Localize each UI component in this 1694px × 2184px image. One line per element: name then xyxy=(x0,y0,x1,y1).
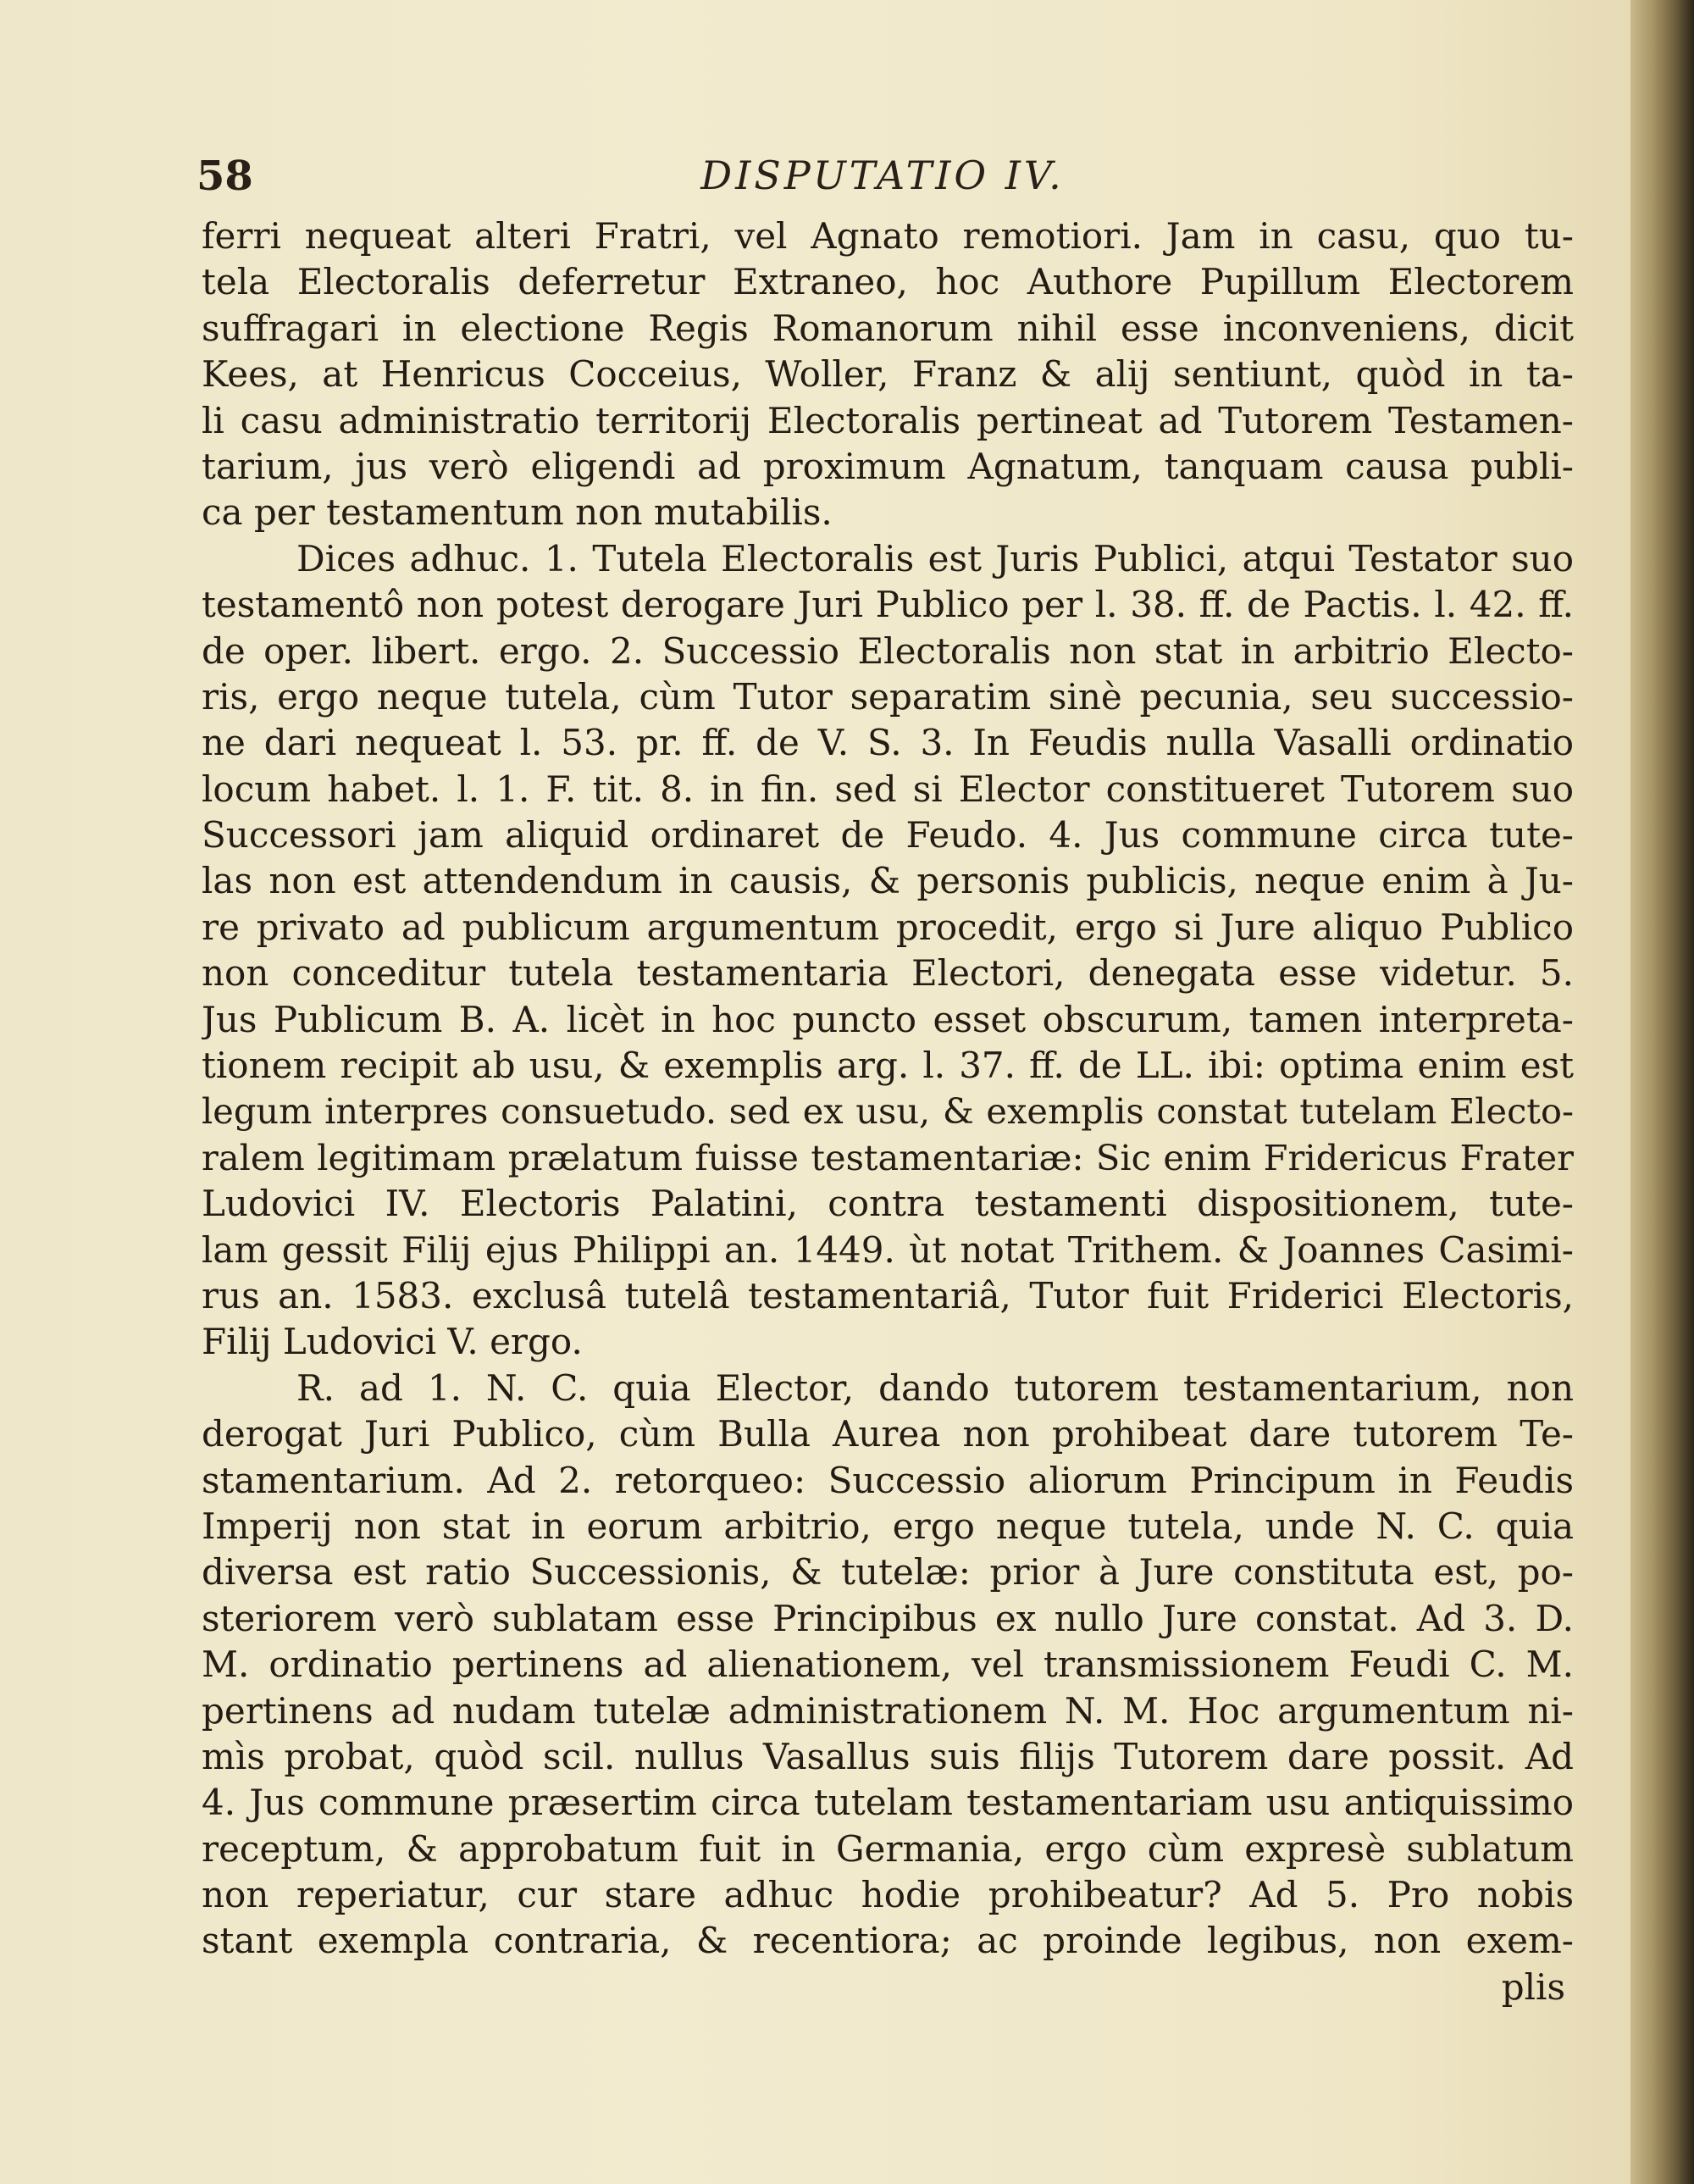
text-line: steriorem verò sublatam esse Principibus ex nullo Jure constat. Ad 3. D. xyxy=(202,1597,1574,1639)
page-header xyxy=(197,152,1569,203)
text-line: Kees, at Henricus Cocceius, Woller, Franz & alij sentiunt, quòd in ta- xyxy=(202,353,1574,396)
text-line: testamentô non potest derogare Juri Publico per l. 38. ff. de Pactis. l. 42. ff. xyxy=(202,584,1574,626)
text-line: tarium, jus verò eligendi ad proximum Agnatum, tanquam causa publi- xyxy=(202,445,1574,487)
text-line: legum interpres consuetudo. sed ex usu, & exemplis constat tutelam Electo- xyxy=(202,1090,1574,1133)
text-line: 4. Jus commune præsertim circa tutelam testamentariam usu antiquissimo xyxy=(202,1782,1574,1824)
text-line: ris, ergo neque tutela, cùm Tutor separatim sinè pecunia, seu successio- xyxy=(202,675,1574,718)
text-line: mìs probat, quòd scil. nullus Vasallus suis filijs Tutorem dare possit. Ad xyxy=(202,1735,1574,1777)
page-number: 58 xyxy=(197,152,253,200)
text-line: Imperij non stat in eorum arbitrio, ergo neque tutela, unde N. C. quia xyxy=(202,1505,1574,1547)
text-line: tela Electoralis deferretur Extraneo, hoc Authore Pupillum Electorem xyxy=(202,261,1574,303)
text-line: R. ad 1. N. C. quia Elector, dando tutorem testamentarium, non xyxy=(296,1366,1574,1409)
text-line: diversa est ratio Successionis, & tutelæ: prior à Jure constituta est, po- xyxy=(202,1551,1574,1594)
text-line: stamentarium. Ad 2. retorqueo: Successio aliorum Principum in Feudis xyxy=(202,1459,1574,1501)
text-line: de oper. libert. ergo. 2. Successio Electoralis non stat in arbitrio Electo- xyxy=(202,629,1574,672)
text-line: suffragari in electione Regis Romanorum nihil esse inconveniens, dicit xyxy=(202,307,1574,349)
text-line: lam gessit Filij ejus Philippi an. 1449. ùt notat Trithem. & Joannes Casimi- xyxy=(202,1228,1574,1271)
text-line: Dices adhuc. 1. Tutela Electoralis est Juris Publici, atqui Testator suo xyxy=(296,537,1574,579)
text-line: pertinens ad nudam tutelæ administrationem N. M. Hoc argumentum ni- xyxy=(202,1689,1574,1732)
text-line: ralem legitimam prælatum fuisse testamentariæ: Sic enim Fridericus Frater xyxy=(202,1136,1574,1178)
text-line: rus an. 1583. exclusâ tutelâ testamentariâ, Tutor fuit Friderici Electoris, xyxy=(202,1274,1574,1316)
text-line: receptum, & approbatum fuit in Germania, ergo cùm expresè sublatum xyxy=(202,1827,1574,1870)
running-title: DISPUTATIO IV. xyxy=(700,152,1065,198)
text-line: locum habet. l. 1. F. tit. 8. in fin. sed si Elector constitueret Tutorem suo xyxy=(202,768,1574,810)
text-line: re privato ad publicum argumentum procedit, ergo si Jure aliquo Publico xyxy=(202,906,1574,948)
text-line: non reperiatur, cur stare adhuc hodie prohibeatur? Ad 5. Pro nobis xyxy=(202,1874,1574,1916)
text-line: Ludovici IV. Electoris Palatini, contra testamenti dispositionem, tute- xyxy=(202,1183,1574,1225)
text-line: M. ordinatio pertinens ad alienationem, vel transmissionem Feudi C. M. xyxy=(202,1644,1574,1686)
catchword: plis xyxy=(1501,1965,1565,2008)
text-line: stant exempla contraria, & recentiora; ac proinde legibus, non exem- xyxy=(202,1920,1574,1962)
text-line: derogat Juri Publico, cùm Bulla Aurea non prohibeat dare tutorem Te- xyxy=(202,1413,1574,1455)
text-line: tionem recipit ab usu, & exemplis arg. l. 37. ff. de LL. ibi: optima enim est xyxy=(202,1045,1574,1087)
text-line: ca per testamentum non mutabilis. xyxy=(202,491,833,534)
text-line: li casu administratio territorij Electoralis pertineat ad Tutorem Testamen- xyxy=(202,399,1574,441)
text-line: las non est attendendum in causis, & personis publicis, neque enim à Ju- xyxy=(202,860,1574,902)
body-text xyxy=(202,213,1574,2010)
text-line: non conceditur tutela testamentaria Electori, denegata esse videtur. 5. xyxy=(202,952,1574,995)
text-line: Jus Publicum B. A. licèt in hoc puncto esset obscurum, tamen interpreta- xyxy=(202,998,1574,1040)
text-line: ferri nequeat alteri Fratri, vel Agnato remotiori. Jam in casu, quo tu- xyxy=(202,215,1574,257)
book-gutter xyxy=(1630,0,1694,2184)
text-line: ne dari nequeat l. 53. pr. ff. de V. S. 3. In Feudis nulla Vasalli ordinatio xyxy=(202,722,1574,764)
text-line: Filij Ludovici V. ergo. xyxy=(202,1321,583,1363)
text-line: Successori jam aliquid ordinaret de Feudo. 4. Jus commune circa tute- xyxy=(202,814,1574,856)
